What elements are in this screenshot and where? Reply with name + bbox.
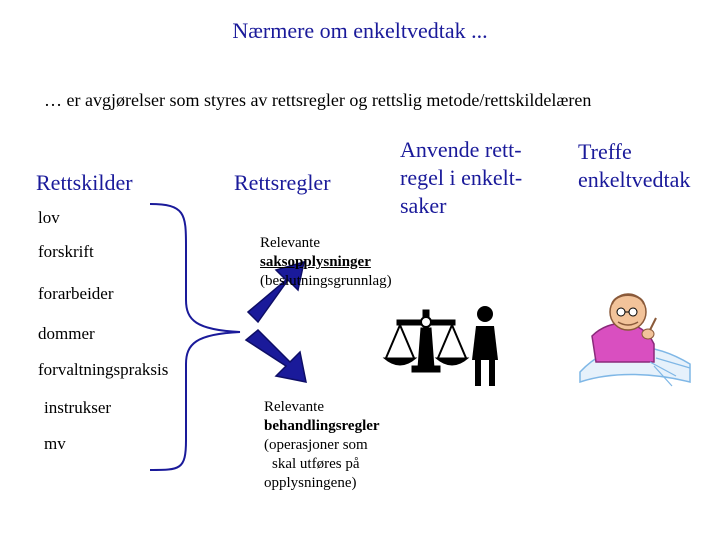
- scales-of-justice-icon: [384, 310, 468, 372]
- relevant-rules-line: (operasjoner som: [264, 437, 368, 453]
- relevant-facts-keyword: saksopplysninger: [260, 254, 371, 270]
- source-item: dommer: [38, 324, 95, 343]
- heading-treffe: Treffe enkeltvedtak: [578, 139, 691, 192]
- relevant-facts-line: Relevante: [260, 235, 320, 251]
- sources-brace: [150, 204, 240, 470]
- source-item: forvaltningspraksis: [38, 360, 169, 379]
- arrow-to-rules: [246, 330, 306, 382]
- relevant-rules-line: Relevante: [264, 399, 324, 415]
- heading-rettsregler: Rettsregler: [234, 170, 331, 195]
- page-title: Nærmere om enkeltvedtak ...: [232, 18, 488, 43]
- source-item: lov: [38, 208, 60, 227]
- relevant-rules-line: skal utføres på: [272, 456, 360, 472]
- source-item: instrukser: [44, 398, 112, 417]
- heading-rettskilder: Rettskilder: [36, 170, 133, 195]
- source-item: forarbeider: [38, 284, 114, 303]
- page-subtitle: … er avgjørelser som styres av rettsregler og rettslig metode/rettskildelæren: [44, 90, 592, 110]
- relevant-rules-label: [264, 398, 380, 493]
- heading-anvende: Anvende rett- regel i enkelt- saker: [400, 137, 523, 218]
- source-item: forskrift: [38, 242, 94, 261]
- relevant-rules-line: opplysningene): [264, 475, 357, 491]
- relevant-facts-label: [260, 234, 392, 291]
- person-icon: [472, 306, 498, 386]
- relevant-facts-line: (beslutningsgrunnlag): [260, 273, 392, 289]
- official-cartoon-icon: [580, 294, 690, 386]
- relevant-rules-keyword: behandlingsregler: [264, 418, 380, 434]
- source-item: mv: [44, 434, 66, 453]
